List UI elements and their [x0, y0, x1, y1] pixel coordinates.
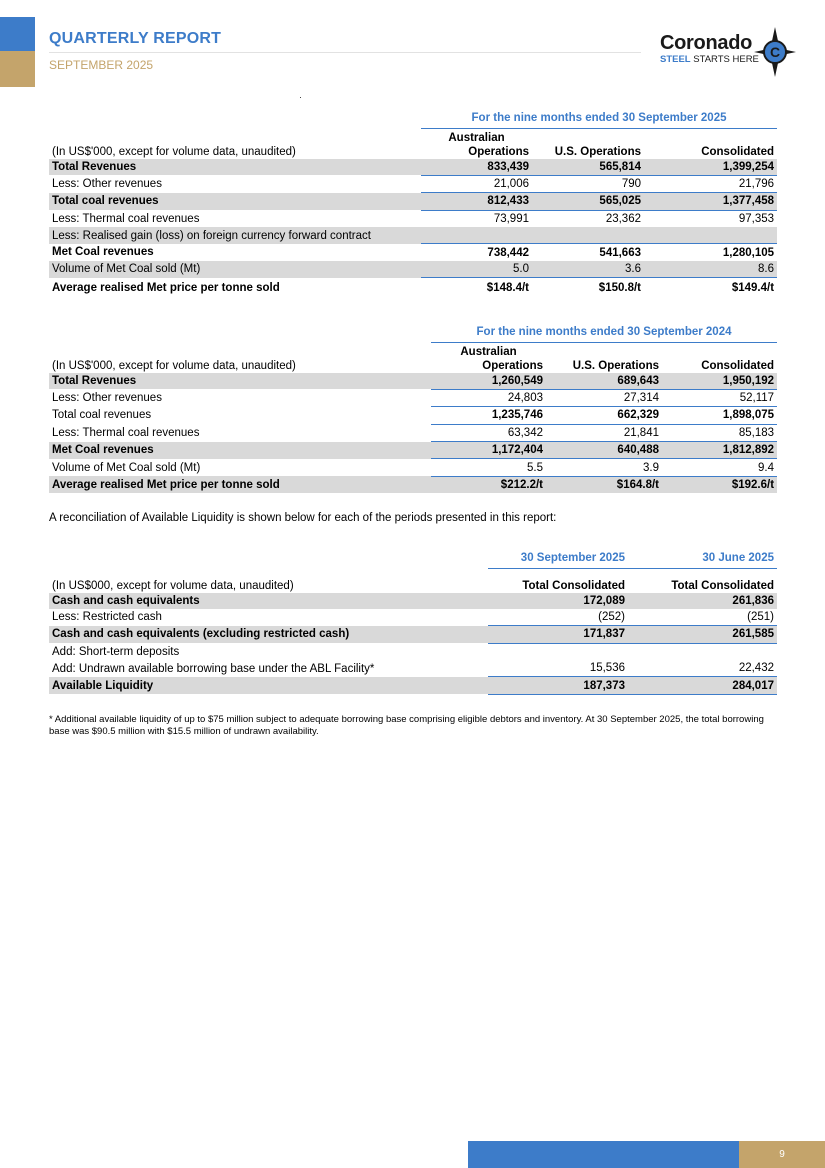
- table-row: Add: Undrawn available borrowing base under the ABL Facility* 15,536 22,432: [49, 660, 777, 677]
- table-row: Total coal revenues 812,433 565,025 1,377,458: [49, 193, 777, 210]
- period-header-jun-2025: 30 June 2025: [628, 548, 777, 569]
- page-number: 9: [739, 1141, 825, 1168]
- col-header-consolidated: Consolidated: [701, 359, 775, 372]
- stray-dot: [300, 97, 301, 98]
- table-row: Add: Short-term deposits: [52, 645, 180, 658]
- col-header-total-consolidated-2: Total Consolidated: [671, 579, 774, 592]
- header-accent-block-blue: [0, 17, 35, 51]
- table-row: Volume of Met Coal sold (Mt) 5.0 3.6 8.6: [49, 261, 777, 278]
- compass-icon: [754, 27, 796, 77]
- report-title: QUARTERLY REPORT: [49, 30, 222, 47]
- units-label: (In US$'000, except for volume data, unaudited): [52, 145, 296, 158]
- footer-bar-blue: [468, 1141, 739, 1168]
- col-header-total-consolidated-1: Total Consolidated: [522, 579, 625, 592]
- footnote: * Additional available liquidity of up to $75 million subject to adequate borrowing base comprising eligible debtors and inventory. At 30 September 2025, the total borrowing base was $90.5 million with $15.5 million of undrawn availability.: [49, 714, 764, 737]
- header-divider: [49, 52, 641, 53]
- col-header-australian: Australian Operations: [448, 131, 529, 158]
- units-label: (In US$000, except for volume data, unaudited): [52, 579, 294, 592]
- table-row: Met Coal revenues 738,442 541,663 1,280,105: [52, 246, 775, 259]
- period-header-sep-2025: 30 September 2025: [488, 548, 628, 569]
- report-subtitle: SEPTEMBER 2025: [49, 58, 154, 72]
- table-row: Total Revenues 1,260,549 689,643 1,950,192: [49, 373, 777, 390]
- liquidity-table: [49, 548, 777, 695]
- table-row: Less: Realised gain (loss) on foreign currency forward contract: [49, 227, 777, 244]
- table-row: Less: Other revenues 24,803 27,314 52,117: [49, 389, 777, 406]
- logo-wordmark: Coronado: [660, 32, 753, 54]
- header-accent-block-gold: [0, 51, 35, 87]
- table-row: Cash and cash equivalents 172,089 261,836: [49, 593, 777, 609]
- table-row: Less: Thermal coal revenues 63,342 21,841 85,183: [49, 424, 777, 441]
- table-row: Total Revenues 833,439 565,814 1,399,254: [49, 159, 777, 176]
- table-row: Average realised Met price per tonne sold $212.2/t $164.8/t $192.6/t: [49, 476, 777, 493]
- col-header-us: U.S. Operations: [572, 359, 659, 372]
- col-header-australian: Australian Operations: [460, 345, 543, 372]
- table-row: Met Coal revenues 1,172,404 640,488 1,812,892: [49, 442, 777, 459]
- table-row: Total coal revenues 1,235,746 662,329 1,898,075: [49, 407, 777, 424]
- table-row: Less: Restricted cash (252) (251): [49, 609, 777, 626]
- logo-tagline-bold: STEEL: [660, 54, 691, 65]
- liquidity-intro-paragraph: A reconciliation of Available Liquidity is shown below for each of the periods presented in this report:: [49, 512, 557, 524]
- revenue-table-2024: [49, 322, 777, 493]
- logo-tagline-rest: STARTS HERE: [693, 54, 759, 65]
- table-row: Average realised Met price per tonne sold $148.4/t $150.8/t $149.4/t: [52, 281, 775, 294]
- col-header-consolidated: Consolidated: [701, 145, 775, 158]
- period-header: For the nine months ended 30 September 2024: [431, 322, 777, 343]
- logo-mark-letter: C: [769, 44, 781, 60]
- units-label: (In US$'000, except for volume data, unaudited): [52, 359, 296, 372]
- table-row: Available Liquidity 187,373 284,017: [49, 677, 777, 694]
- table-row: Volume of Met Coal sold (Mt) 5.5 3.9 9.4: [52, 461, 775, 474]
- period-header: For the nine months ended 30 September 2025: [421, 108, 777, 129]
- logo-tagline: [660, 54, 759, 65]
- col-header-us: U.S. Operations: [554, 145, 641, 158]
- table-row: Less: Other revenues 21,006 790 21,796: [49, 175, 777, 192]
- revenue-table-2025: [49, 108, 777, 298]
- company-logo: [658, 30, 798, 76]
- table-row: Less: Thermal coal revenues 73,991 23,362 97,353: [52, 212, 775, 225]
- table-row: Cash and cash equivalents (excluding restricted cash) 171,837 261,585: [49, 626, 777, 643]
